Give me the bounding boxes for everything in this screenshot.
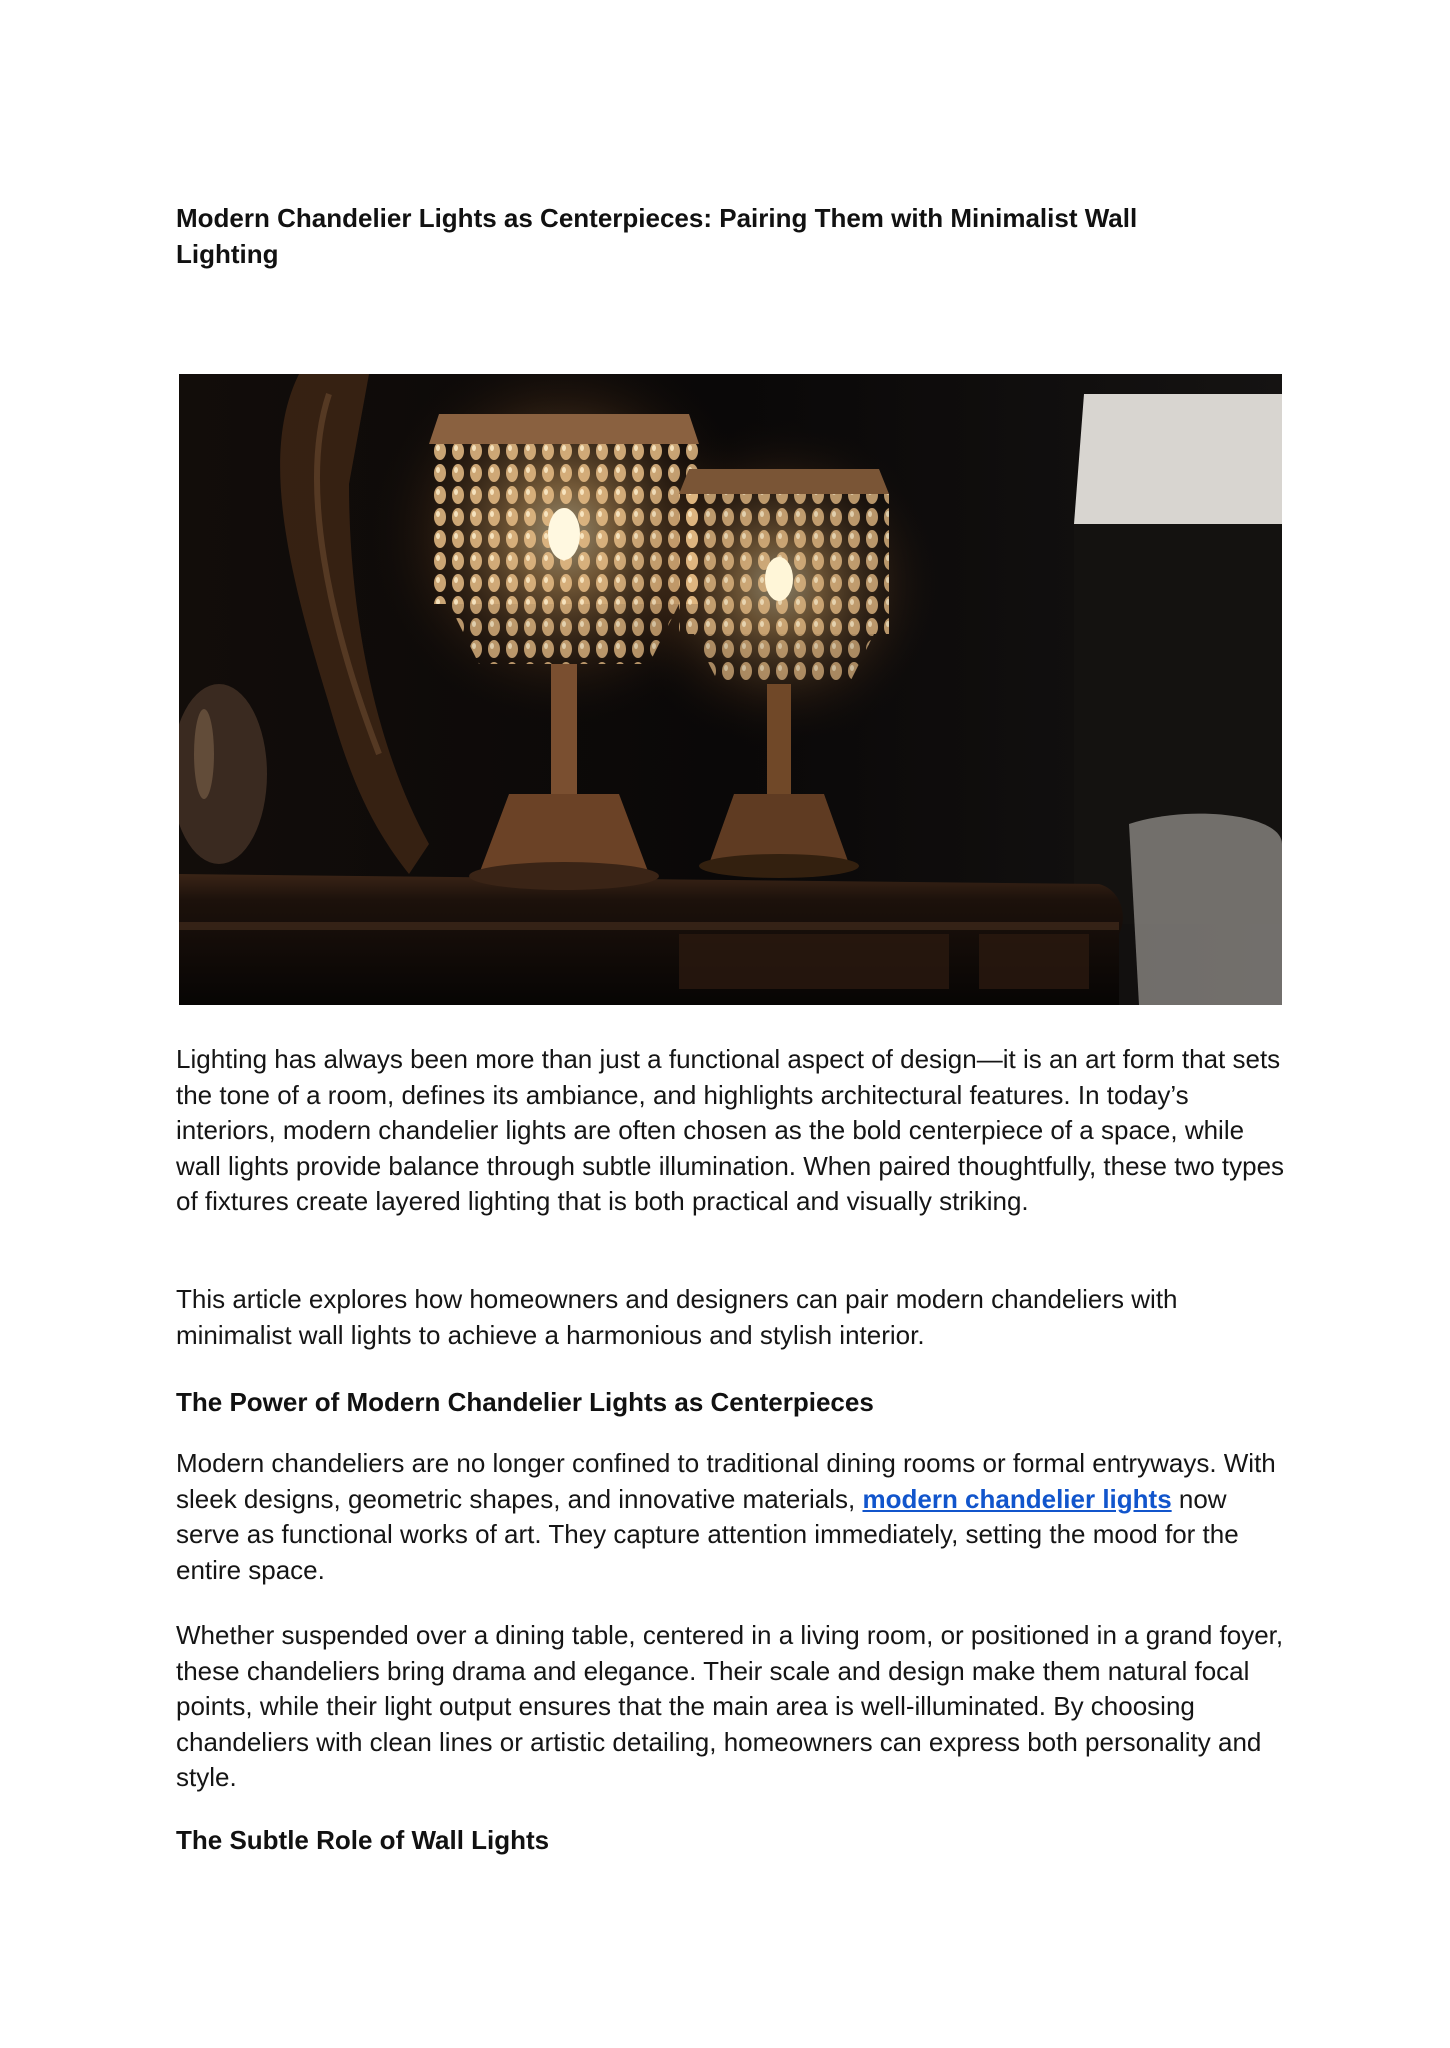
heading-role-of-wall-lights: The Subtle Role of Wall Lights: [176, 1825, 550, 1855]
paragraph-modern-chandeliers: [176, 1446, 1286, 1588]
modern-chandelier-lights-link[interactable]: modern chandelier lights: [862, 1483, 1172, 1514]
paragraph-intro: Lighting has always been more than just a functional aspect of design—it is an art form that sets the tone of a room, defines its ambiance, and highlights architectural features. In today’s interiors, modern chandelier lights are often chosen as the bold centerpiece of a space, while wall lights provide balance through subtle illumination. When paired thoughtfully, these two types of fixtures create layered lighting that is both practical and visually striking.: [176, 1044, 1285, 1217]
paragraph-article-scope: This article explores how homeowners and designers can pair modern chandeliers with minimalist wall lights to achieve a harmonious and stylish interior.: [176, 1284, 1178, 1350]
hero-image-crystal-lamps: [179, 374, 1282, 1005]
paragraph-text-before-link: Modern chandeliers are no longer confined to traditional dining rooms or formal entryways. With sleek designs, geometric shapes, and innovative materials,: [176, 1448, 1276, 1514]
heading-power-of-chandeliers: The Power of Modern Chandelier Lights as Centerpieces: [176, 1387, 874, 1417]
paragraph-text-after-link: now serve as functional works of art. They capture attention immediately, setting the mood for the entire space.: [176, 1483, 1239, 1585]
article-title: Modern Chandelier Lights as Centerpieces: Pairing Them with Minimalist Wall Lighting: [176, 203, 1138, 269]
paragraph-focal-points: Whether suspended over a dining table, centered in a living room, or positioned in a grand foyer, these chandeliers bring drama and elegance. Their scale and design make them natural focal points, while their light output ensures that the main area is well-illuminated. By choosing chandeliers with clean lines or artistic detailing, homeowners can express both personality and style.: [176, 1620, 1284, 1793]
